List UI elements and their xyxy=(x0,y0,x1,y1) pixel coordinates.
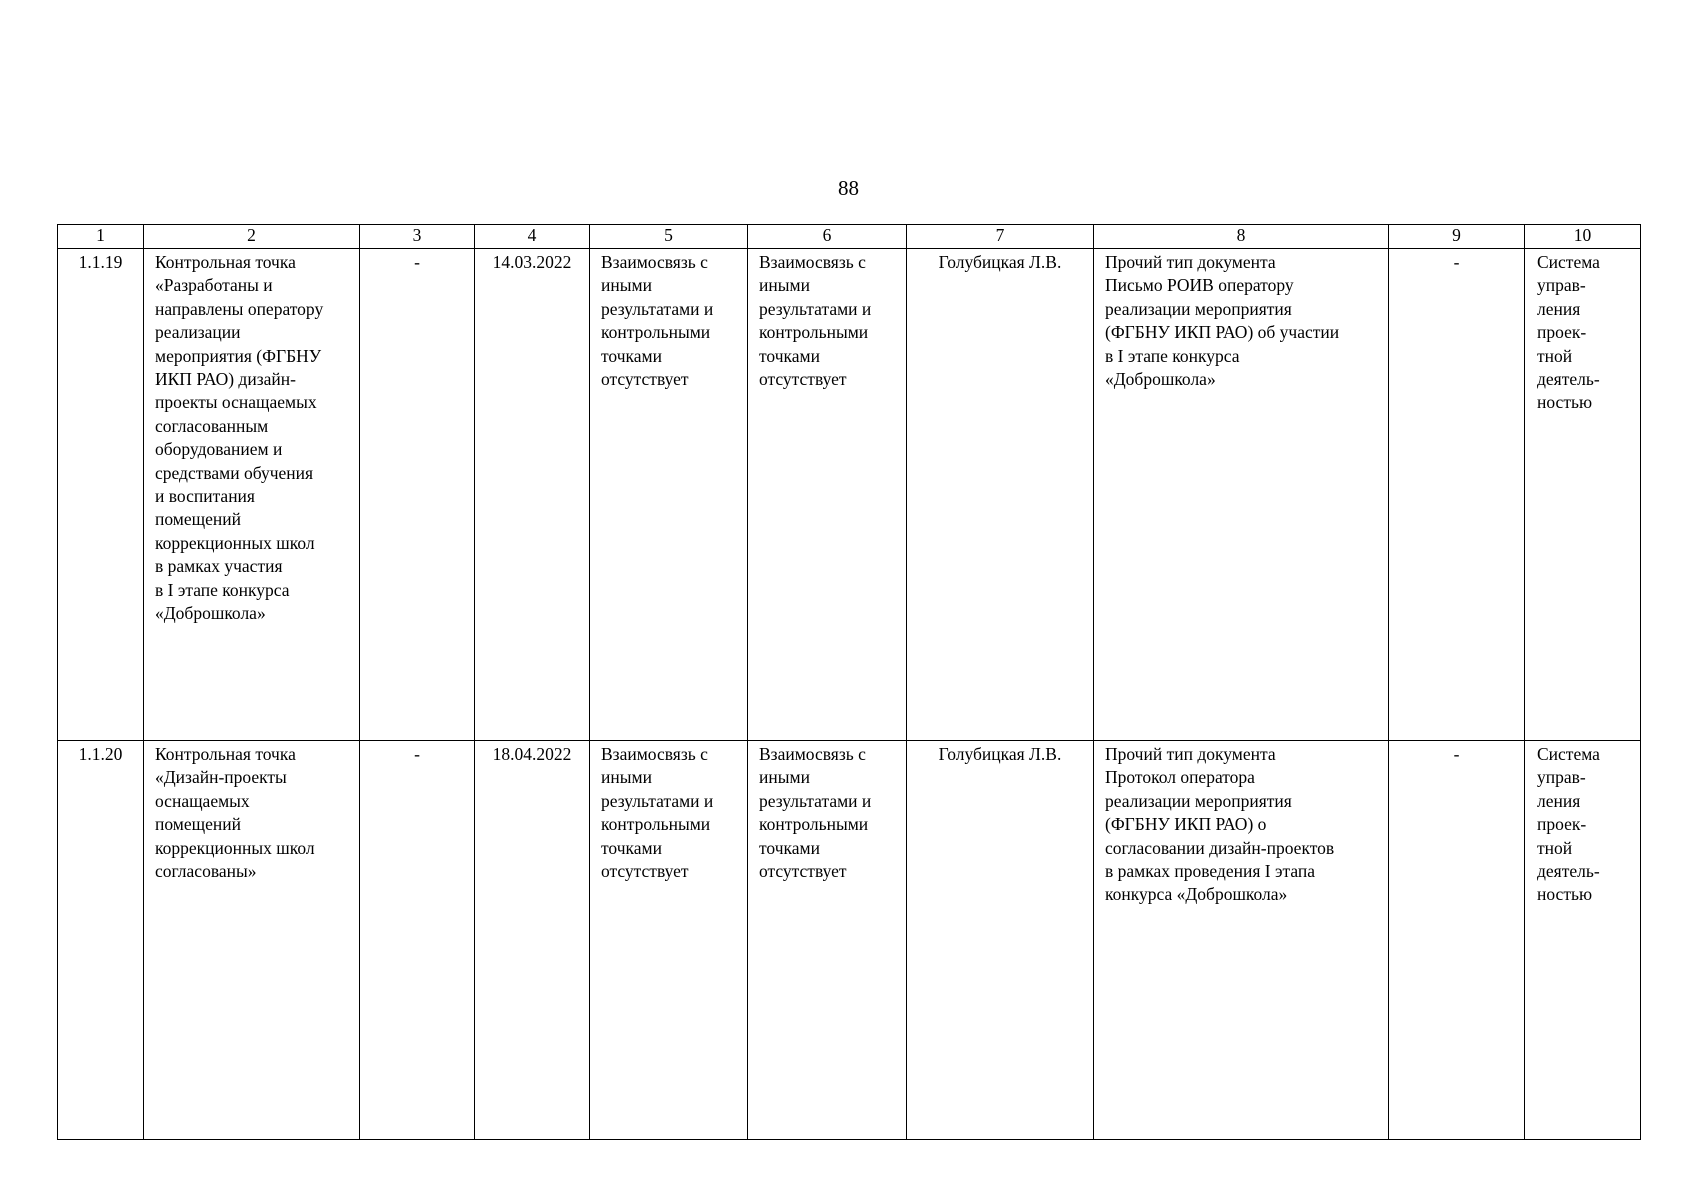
control-points-table xyxy=(57,224,1641,1140)
column-header-2: 2 xyxy=(144,225,360,249)
row-number: 1.1.20 xyxy=(78,744,123,764)
column-3-cell xyxy=(360,741,475,1140)
relation-text-6: Взаимосвязь с иными результатами и контрольными точками отсутствует xyxy=(759,744,872,882)
responsible-cell xyxy=(907,249,1094,741)
control-point-name: Контрольная точка «Дизайн-проекты оснащаемых помещений коррекционных школ согласованы» xyxy=(155,744,315,882)
relation-cell-6 xyxy=(748,741,907,1140)
column-9-value: - xyxy=(1453,252,1460,272)
table-row xyxy=(58,741,1641,1140)
date-cell xyxy=(475,741,590,1140)
control-point-name-cell xyxy=(144,249,360,741)
column-header-5: 5 xyxy=(590,225,748,249)
date-value: 14.03.2022 xyxy=(492,252,572,272)
relation-text-5: Взаимосвязь с иными результатами и контрольными точками отсутствует xyxy=(601,252,714,390)
relation-text-6: Взаимосвязь с иными результатами и контрольными точками отсутствует xyxy=(759,252,872,390)
column-header-9: 9 xyxy=(1389,225,1525,249)
column-9-cell xyxy=(1389,741,1525,1140)
row-number-cell xyxy=(58,741,144,1140)
document-description: Прочий тип документа Письмо РОИВ оператору реализации мероприятия (ФГБНУ ИКП РАО) об участии в I этапе конкурса «Доброшкола» xyxy=(1105,252,1340,390)
control-point-name: Контрольная точка «Разработаны и направлены оператору реализации мероприятия (ФГБНУ ИКП РАО) дизайн- проекты оснащаемых согласованным оборудованием и средствами обучения и воспитания помещений коррекционных школ в рамках участия в I этапе конкурса «Доброшкола» xyxy=(155,252,324,624)
column-header-3: 3 xyxy=(360,225,475,249)
column-header-8: 8 xyxy=(1094,225,1389,249)
system-text: Система управ- ления проек- тной деятель- ностью xyxy=(1537,744,1600,905)
column-3-cell xyxy=(360,249,475,741)
relation-text-5: Взаимосвязь с иными результатами и контрольными точками отсутствует xyxy=(601,744,714,882)
row-number-cell xyxy=(58,249,144,741)
responsible-cell xyxy=(907,741,1094,1140)
date-cell xyxy=(475,249,590,741)
responsible-person: Голубицкая Л.В. xyxy=(938,252,1062,272)
column-header-4: 4 xyxy=(475,225,590,249)
column-header-10: 10 xyxy=(1525,225,1641,249)
column-header-1: 1 xyxy=(58,225,144,249)
control-point-name-cell xyxy=(144,741,360,1140)
header-row xyxy=(58,225,1641,249)
responsible-person: Голубицкая Л.В. xyxy=(938,744,1062,764)
column-9-value: - xyxy=(1453,744,1460,764)
column-3-value: - xyxy=(414,252,420,272)
column-3-value: - xyxy=(414,744,420,764)
relation-cell-5 xyxy=(590,741,748,1140)
column-header-6: 6 xyxy=(748,225,907,249)
column-9-cell xyxy=(1389,249,1525,741)
document-description: Прочий тип документа Протокол оператора реализации мероприятия (ФГБНУ ИКП РАО) о согласовании дизайн-проектов в рамках проведения I этапа конкурса «Доброшкола» xyxy=(1105,744,1335,905)
system-text: Система управ- ления проек- тной деятель- ностью xyxy=(1537,252,1600,413)
document-cell xyxy=(1094,741,1389,1140)
relation-cell-5 xyxy=(590,249,748,741)
row-number: 1.1.19 xyxy=(78,252,123,272)
system-cell xyxy=(1525,249,1641,741)
column-header-7: 7 xyxy=(907,225,1094,249)
page-number: 88 xyxy=(838,176,859,200)
date-value: 18.04.2022 xyxy=(492,744,572,764)
system-cell xyxy=(1525,741,1641,1140)
document-cell xyxy=(1094,249,1389,741)
relation-cell-6 xyxy=(748,249,907,741)
table-row xyxy=(58,249,1641,741)
